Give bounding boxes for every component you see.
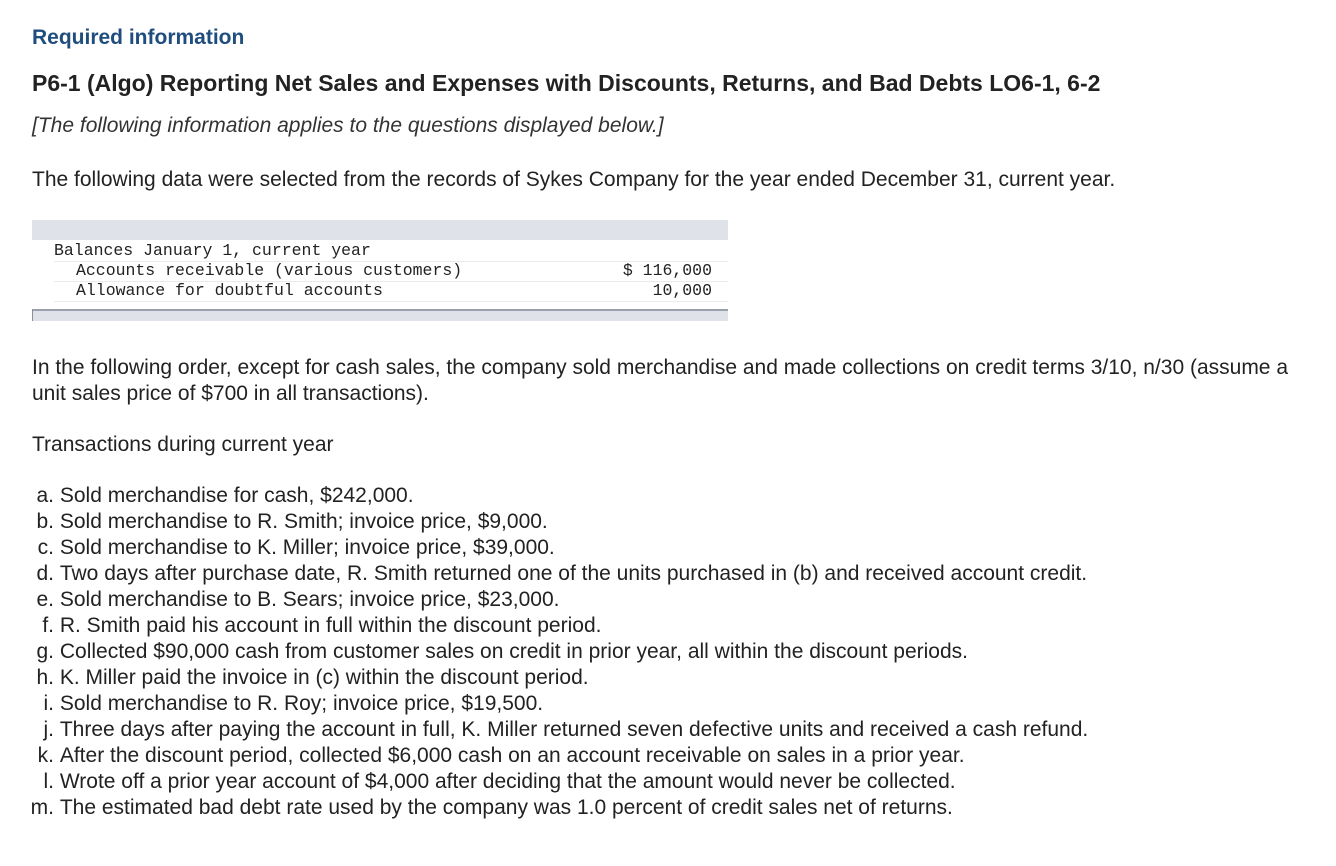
list-item	[20, 717, 1310, 743]
problem-title: P6-1 (Algo) Reporting Net Sales and Expenses with Discounts, Returns, and Bad Debts LO6-1, 6-2	[32, 70, 1101, 96]
item-text: Sold merchandise for cash, $242,000.	[59, 484, 414, 507]
item-text: Sold merchandise to B. Sears; invoice price, $23,000.	[59, 588, 560, 611]
item-text: Sold merchandise to R. Roy; invoice price, $19,500.	[59, 692, 544, 715]
list-item	[20, 509, 1310, 535]
item-text: After the discount period, collected $6,000 cash on an account receivable on sales in a prior year.	[59, 744, 965, 767]
table-corner-tick	[32, 309, 33, 321]
allowance-value: 10,000	[652, 281, 712, 300]
accounts-receivable-label: Accounts receivable (various customers)	[76, 261, 463, 280]
item-letter: g.	[36, 640, 54, 663]
accounts-receivable-value: $ 116,000	[622, 261, 712, 280]
item-text: K. Miller paid the invoice in (c) within the discount period.	[59, 666, 589, 689]
item-letter: d.	[36, 562, 54, 585]
item-letter: a.	[36, 484, 54, 507]
item-letter: j.	[43, 718, 54, 741]
transactions-heading: Transactions during current year	[32, 433, 334, 456]
item-letter: l.	[43, 770, 54, 793]
item-letter: i.	[43, 692, 54, 715]
list-item	[20, 769, 1310, 795]
item-text: Sold merchandise to R. Smith; invoice price, $9,000.	[59, 510, 548, 533]
item-text: Two days after purchase date, R. Smith returned one of the units purchased in (b) and received account credit.	[59, 562, 1088, 585]
balances-heading: Balances January 1, current year	[54, 241, 371, 260]
list-item	[20, 795, 1310, 821]
item-letter: m.	[30, 796, 54, 819]
table-row-heading	[54, 241, 728, 262]
item-text: Sold merchandise to K. Miller; invoice price, $39,000.	[59, 536, 555, 559]
item-letter: h.	[36, 666, 54, 689]
table-row	[54, 261, 728, 282]
list-item	[20, 561, 1310, 587]
item-text: R. Smith paid his account in full within the discount period.	[59, 614, 602, 637]
item-text: Collected $90,000 cash from customer sales on credit in prior year, all within the discount periods.	[59, 640, 968, 663]
list-item	[20, 483, 1310, 509]
item-letter: b.	[36, 510, 54, 533]
table-row	[54, 281, 728, 302]
list-item	[20, 665, 1310, 691]
list-item	[20, 691, 1310, 717]
intro-text: The following data were selected from the records of Sykes Company for the year ended December 31, current year.	[32, 168, 1116, 191]
allowance-label: Allowance for doubtful accounts	[76, 281, 383, 300]
item-letter: f.	[42, 614, 54, 637]
order-text: In the following order, except for cash sales, the company sold merchandise and made collections on credit terms 3/10, n/30 (assume a unit sales price of $700 in all transactions).	[32, 356, 1289, 405]
item-text: Three days after paying the account in full, K. Miller returned seven defective units and received a cash refund.	[59, 718, 1089, 741]
transactions-list	[20, 483, 1310, 821]
table-header-bar	[32, 220, 728, 240]
applies-note: [The following information applies to the questions displayed below.]	[32, 114, 664, 137]
table-footer-bar	[32, 309, 728, 321]
balances-table	[32, 220, 728, 320]
list-item	[20, 587, 1310, 613]
list-item	[20, 613, 1310, 639]
required-information-heading: Required information	[32, 26, 245, 49]
item-letter: e.	[36, 588, 54, 611]
item-text: The estimated bad debt rate used by the company was 1.0 percent of credit sales net of returns.	[59, 796, 953, 819]
item-letter: k.	[37, 744, 54, 767]
list-item	[20, 639, 1310, 665]
item-text: Wrote off a prior year account of $4,000 after deciding that the amount would never be collected.	[59, 770, 956, 793]
list-item	[20, 535, 1310, 561]
item-letter: c.	[37, 536, 54, 559]
list-item	[20, 743, 1310, 769]
